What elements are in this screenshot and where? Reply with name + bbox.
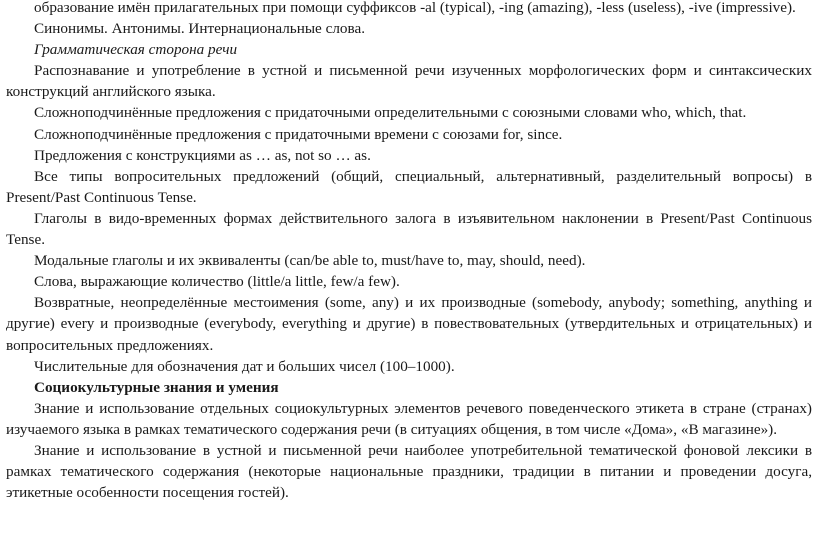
section-heading-grammar: Грамматическая сторона речи bbox=[34, 41, 238, 59]
paragraph-modal-verbs: Модальные глаголы и их эквиваленты (can/be able to, must/have to, may, should, need). bbox=[34, 252, 586, 270]
paragraph-pronouns: Возвратные, неопределённые местоимения (some, any) и их производные (somebody, anybody; something, anything и другие) every и производные (everybody, everything и другие) в повествовательных (утвердительных и отрицательных) и вопросительных предложениях. bbox=[6, 294, 812, 354]
paragraph-etiquette: Знание и использование отдельных социокультурных элементов речевого поведенческого этикета в стране (странах) изучаемого языка в рамках тематического содержания речи (в ситуациях общения, в том числе «Дома», «В магазине»). bbox=[6, 399, 812, 438]
paragraph-synonyms: Синонимы. Антонимы. Интернациональные слова. bbox=[34, 20, 366, 38]
paragraph-as-constructions: Предложения с конструкциями as … as, not so … as. bbox=[34, 146, 371, 164]
paragraph-relative-clauses: Сложноподчинённые предложения с придаточными определительными с союзными словами who, which, that. bbox=[34, 104, 747, 122]
section-heading-sociocultural: Социокультурные знания и умения bbox=[34, 378, 279, 396]
paragraph-suffixes: образование имён прилагательных при помощи суффиксов -al (typical), -ing (amazing), -less (useless), -ive (impressive). bbox=[34, 0, 796, 16]
paragraph-verb-forms: Глаголы в видо-временных формах действительного залога в изъявительном наклонении в Present/Past Continuous Tense. bbox=[6, 209, 812, 249]
paragraph-quantity-words: Слова, выражающие количество (little/a little, few/a few). bbox=[34, 273, 400, 291]
paragraph-numerals: Числительные для обозначения дат и больших чисел (100–1000). bbox=[34, 357, 455, 375]
paragraph-recognition: Распознавание и употребление в устной и письменной речи изученных морфологических форм и синтаксических конструкций английского языка. bbox=[6, 62, 812, 101]
paragraph-time-clauses: Сложноподчинённые предложения с придаточными времени с союзами for, since. bbox=[34, 125, 563, 143]
paragraph-question-types: Все типы вопросительных предложений (общий, специальный, альтернативный, разделительный вопросы) в Present/Past Continuous Tense. bbox=[6, 167, 812, 206]
paragraph-background-vocabulary: Знание и использование в устной и письменной речи наиболее употребительной тематической фоновой лексики в рамках тематического содержания (некоторые национальные праздники, традиции в питании и проведении досуга, этикетные особенности посещения гостей). bbox=[6, 441, 812, 502]
